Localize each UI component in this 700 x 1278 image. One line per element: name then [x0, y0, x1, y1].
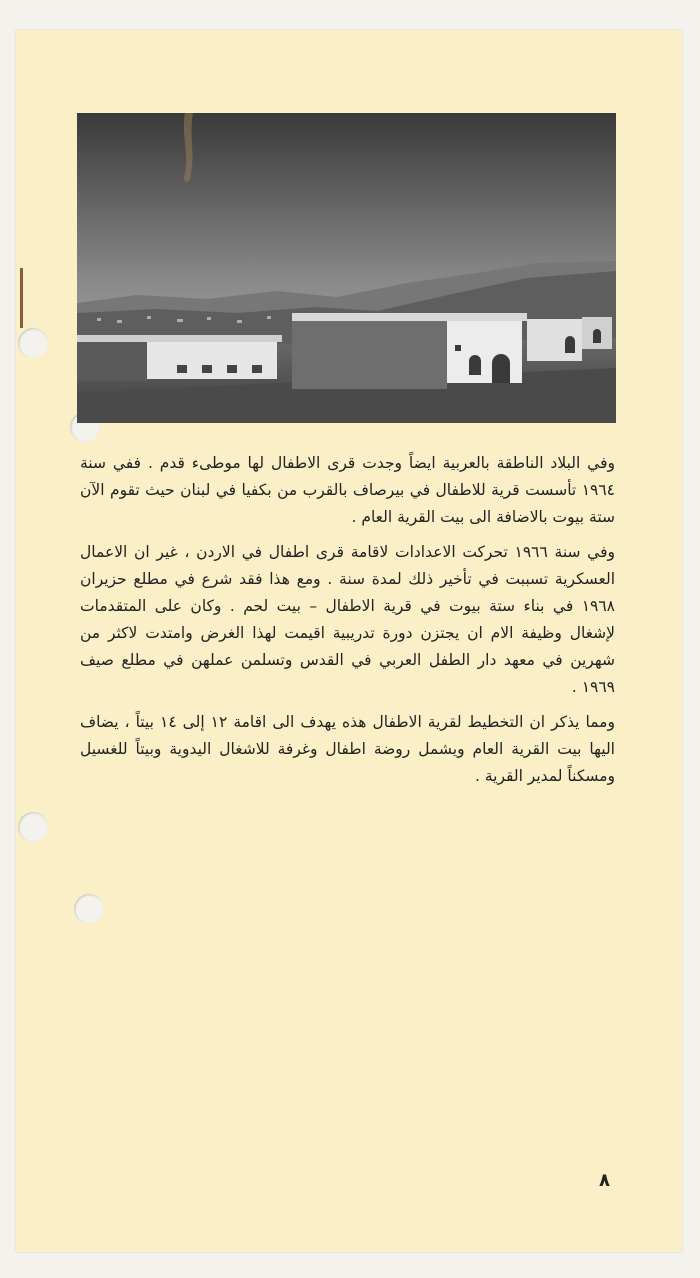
punch-hole [74, 894, 104, 924]
page-number: ٨ [599, 1170, 610, 1191]
paragraph: ومما يذكر ان التخطيط لقرية الاطفال هذه يهدف الى اقامة ١٢ إلى ١٤ بيتاً ، يضاف اليها بيت القرية العام ويشمل روضة اطفال وغرفة للاشغال اليدوية وبيتاً للغسيل ومسكناً لمدير القرية . [80, 713, 615, 785]
document-page [16, 30, 682, 1252]
rust-stain [20, 268, 23, 328]
village-photo [77, 113, 616, 423]
paragraph: وفي البلاد الناطقة بالعربية ايضاً وجدت قرى الاطفال لها موطىء قدم . ففي سنة ١٩٦٤ تأسست قرية للاطفال في بيرصاف بالقرب من بكفيا في لبنان حيث تقوم الآن ستة بيوت بالاضافة الى بيت القرية العام . [80, 454, 615, 526]
punch-hole [18, 812, 48, 842]
article-body [80, 450, 615, 798]
paragraph: وفي سنة ١٩٦٦ تحركت الاعدادات لاقامة قرى اطفال في الاردن ، غير ان الاعمال العسكرية تسببت في تأخير ذلك لمدة سنة . ومع هذا فقد شرع في مطلع حزيران ١٩٦٨ في بناء ستة بيوت في قرية الاطفال – بيت لحم . وكان على المتقدمات لإشغال وظيفة الام ان يجتزن دورة تدريبية اقيمت لهذا الغرض وامتدت لاكثر من شهرين في معهد دار الطفل العربي في القدس وتسلمن عملهن في مطلع صيف ١٩٦٩ . [80, 543, 615, 696]
punch-hole [18, 328, 48, 358]
